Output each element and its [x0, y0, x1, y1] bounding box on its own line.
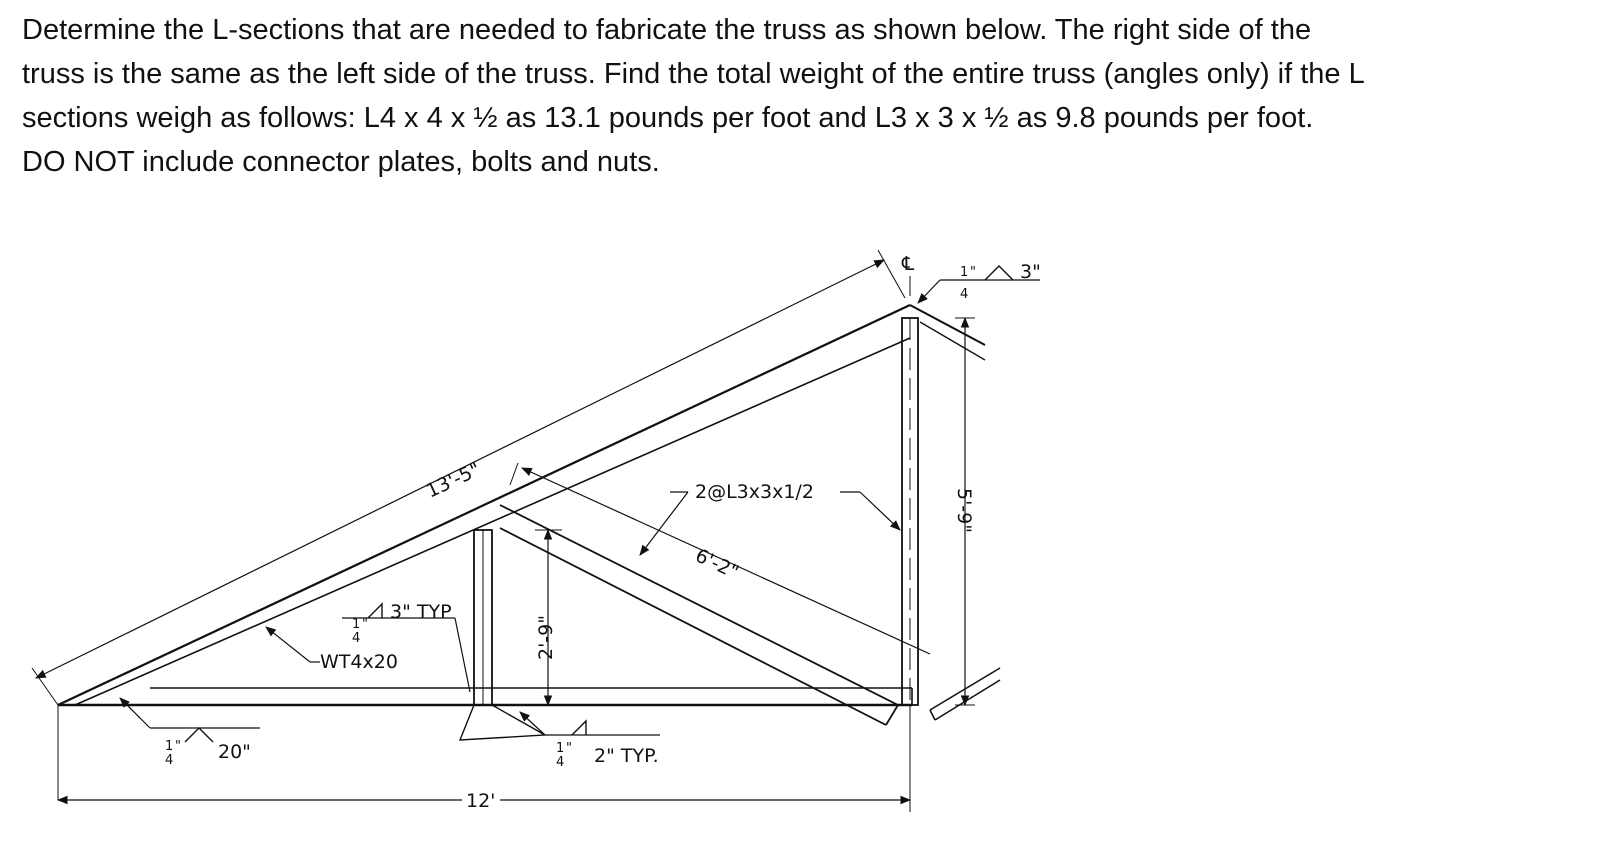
- short-vertical-height-label: 2'-9": [535, 615, 557, 660]
- problem-line-3: sections weigh as follows: L4 x 4 x ½ as 13.1 pounds per foot and L3 x 3 x ½ as 9.8 pounds per foot.: [22, 102, 1314, 134]
- weld-bottom-mid-length: 2" TYP.: [594, 745, 659, 767]
- weld-bottom-mid-unit: ": [566, 741, 572, 756]
- weld-top-left-length: 3" TYP: [390, 601, 452, 623]
- tee-section-label: WT4x20: [320, 651, 398, 673]
- short-vertical-member: [460, 530, 545, 740]
- weld-bottom-left-length: 20": [218, 741, 251, 763]
- weld-bottom-left-size-den: 4: [165, 753, 174, 768]
- weld-top-right-unit: ": [970, 265, 976, 280]
- weld-bottom-mid-size-den: 4: [556, 755, 565, 770]
- center-vertical-height-label: 5'-9": [953, 488, 975, 533]
- problem-line-4: DO NOT include connector plates, bolts and nuts.: [22, 146, 660, 178]
- top-chord: [58, 305, 985, 705]
- weld-top-right-length: 3": [1020, 261, 1041, 283]
- weld-symbol-bottom-mid: [520, 712, 660, 735]
- weld-bottom-left-unit: ": [175, 739, 181, 754]
- weld-bottom-mid-size-num: 1: [556, 741, 565, 756]
- diagonal-section-label: 2@L3x3x1/2: [695, 481, 814, 503]
- weld-top-left-unit: ": [362, 617, 368, 632]
- centerline-symbol: ℄: [902, 253, 915, 275]
- weld-top-right-size-den: 4: [960, 287, 969, 302]
- diagonal-member: [500, 505, 898, 725]
- tee-callout-leaders: [266, 627, 320, 662]
- half-span-label: 12': [466, 790, 496, 812]
- diagonal-length-label: 6'-2": [691, 544, 742, 584]
- problem-line-1: Determine the L-sections that are needed to fabricate the truss as shown below. The right side of the: [22, 14, 1312, 46]
- weld-top-left-size-num: 1: [352, 617, 361, 632]
- problem-line-2: truss is the same as the left side of the truss. Find the total weight of the entire truss (angles only) if the L: [22, 58, 1365, 90]
- bottom-chord: [58, 688, 912, 705]
- top-chord-length-label: 13'-5": [422, 458, 484, 503]
- weld-top-right-size-num: 1: [960, 265, 969, 280]
- weld-bottom-left-size-num: 1: [165, 739, 174, 754]
- weld-top-left-size-den: 4: [352, 631, 361, 646]
